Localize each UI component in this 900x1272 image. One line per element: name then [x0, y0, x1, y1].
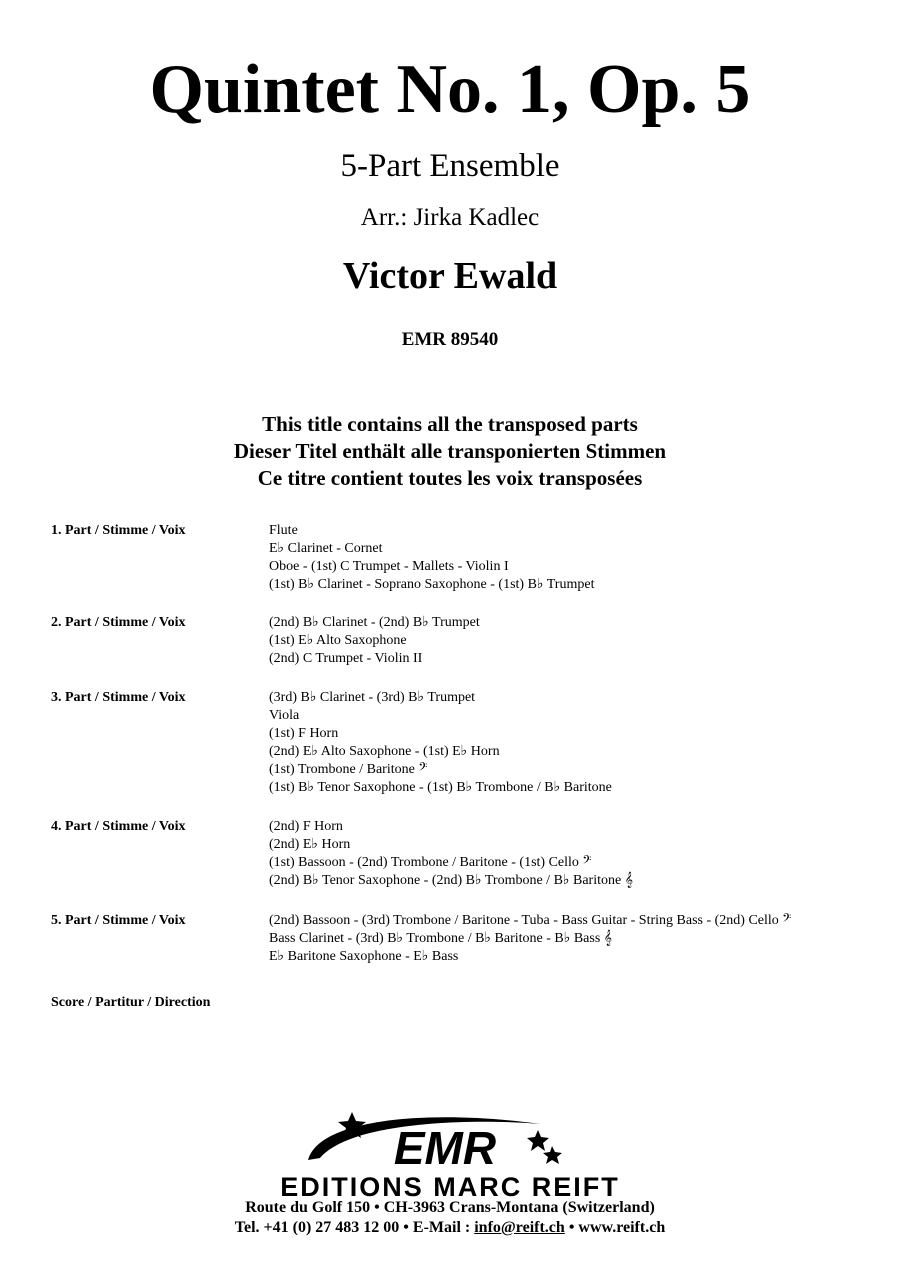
instrument-line: E♭ Clarinet - Cornet — [269, 541, 383, 556]
instrument-line: (1st) Bassoon - (2nd) Trombone / Baritone - (1st) Cello 𝄢 — [269, 855, 592, 870]
part-label: 5. Part / Stimme / Voix — [51, 913, 186, 928]
instrument-line: Viola — [269, 708, 300, 723]
notice-english: This title contains all the transposed parts — [262, 412, 638, 436]
email-link[interactable]: info@reift.ch — [474, 1219, 565, 1236]
catalog-number: EMR 89540 — [401, 329, 499, 350]
part-label: 4. Part / Stimme / Voix — [51, 819, 186, 834]
part-1 — [51, 522, 871, 614]
part-2 — [51, 614, 871, 689]
instrument-line: (1st) E♭ Alto Saxophone — [269, 633, 407, 648]
instrument-line: (2nd) E♭ Alto Saxophone - (1st) E♭ Horn — [269, 744, 500, 759]
instrument-line: (2nd) Bassoon - (3rd) Trombone / Baritone - Tuba - Bass Guitar - String Bass - (2nd) Cello 𝄢 — [269, 913, 792, 928]
publisher-name: EDITIONS MARC REIFT — [280, 1172, 620, 1202]
instrument-line: Bass Clarinet - (3rd) B♭ Trombone / B♭ Baritone - B♭ Bass 𝄞 — [269, 931, 613, 946]
publisher-address: Route du Golf 150 • CH-3963 Crans-Montana (Switzerland) — [245, 1199, 655, 1216]
part-instruments — [269, 912, 871, 966]
part-instruments — [269, 614, 871, 668]
part-instruments — [269, 818, 871, 890]
instrument-line: E♭ Baritone Saxophone - E♭ Bass — [269, 949, 459, 964]
instrument-line: (1st) F Horn — [269, 726, 339, 741]
emr-logo-graphic — [290, 1108, 610, 1178]
notice-french: Ce titre contient toutes les voix transposées — [257, 466, 643, 490]
publisher-contact — [0, 1218, 900, 1238]
part-label: 2. Part / Stimme / Voix — [51, 615, 186, 630]
instrument-line: (2nd) F Horn — [269, 819, 343, 834]
instrument-line: Flute — [269, 523, 298, 538]
part-instruments — [269, 689, 871, 797]
contact-phone: Tel. +41 (0) 27 483 12 00 • E-Mail : — [234, 1219, 475, 1236]
transposed-parts-notice — [0, 411, 900, 492]
logo-text: EMR — [393, 1122, 497, 1174]
instrument-line: (2nd) B♭ Tenor Saxophone - (2nd) B♭ Trombone / B♭ Baritone 𝄞 — [269, 873, 633, 888]
score-label: Score / Partitur / Direction — [51, 995, 211, 1010]
composer: Victor Ewald — [342, 255, 558, 297]
instrument-line: (2nd) E♭ Horn — [269, 837, 351, 852]
arranger: Arr.: Jirka Kadlec — [360, 204, 540, 231]
instrument-line: (1st) Trombone / Baritone 𝄢 — [269, 762, 428, 777]
instrument-line: (1st) B♭ Clarinet - Soprano Saxophone - (1st) B♭ Trumpet — [269, 577, 595, 592]
part-4 — [51, 818, 871, 912]
parts-list — [51, 522, 871, 972]
part-5 — [51, 912, 871, 972]
instrument-line: (1st) B♭ Tenor Saxophone - (1st) B♭ Trombone / B♭ Baritone — [269, 780, 612, 795]
website[interactable]: • www.reift.ch — [564, 1219, 666, 1236]
part-3 — [51, 689, 871, 818]
page-title: Quintet No. 1, Op. 5 — [149, 51, 751, 128]
notice-german: Dieser Titel enthält alle transponierten Stimmen — [233, 439, 667, 463]
instrument-line: (3rd) B♭ Clarinet - (3rd) B♭ Trumpet — [269, 690, 476, 705]
instrument-line: Oboe - (1st) C Trumpet - Mallets - Violin I — [269, 559, 509, 574]
part-label: 3. Part / Stimme / Voix — [51, 690, 186, 705]
logo-star-icon — [543, 1146, 562, 1164]
part-instruments — [269, 522, 871, 594]
instrument-line: (2nd) B♭ Clarinet - (2nd) B♭ Trumpet — [269, 615, 480, 630]
logo-star-icon — [527, 1130, 549, 1151]
part-label: 1. Part / Stimme / Voix — [51, 523, 186, 538]
page-subtitle: 5-Part Ensemble — [340, 148, 560, 184]
instrument-line: (2nd) C Trumpet - Violin II — [269, 651, 423, 666]
